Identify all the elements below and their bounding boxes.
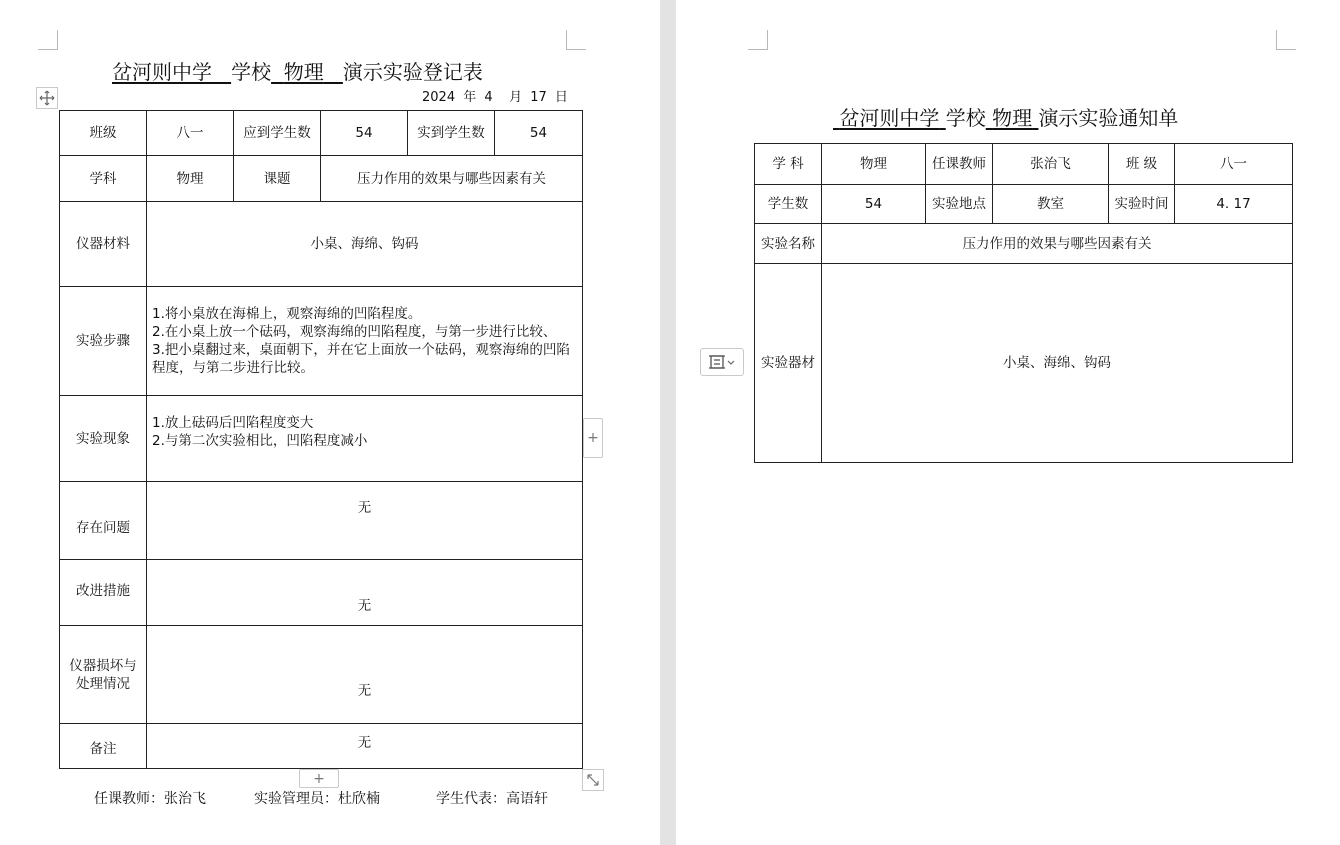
step-line-3: 3.把小桌翻过来，桌面朝下，并在它上面放一个砝码，观察海绵的凹陷程度，与第二步进行比较。 (152, 342, 570, 376)
step-line-2: 2.在小桌上放一个砝码，观察海绵的凹陷程度，与第一步进行比较、 (152, 324, 557, 340)
page-gutter (660, 0, 676, 845)
register-title-school-suffix: 学校 (231, 60, 272, 84)
chevron-down-icon (726, 357, 736, 367)
crop-mark-top-left (748, 30, 768, 50)
phenomena-line-1: 1.放上砝码后凹陷程度变大 (152, 415, 314, 431)
label-steps: 实验步骤 (60, 287, 147, 396)
value-expected-students[interactable]: 54 (321, 111, 408, 156)
label-damage-line1: 仪器损坏与 (69, 657, 137, 674)
label-subject: 学科 (60, 156, 147, 202)
notice-value-student-count[interactable]: 54 (822, 185, 926, 224)
notice-value-name[interactable]: 压力作用的效果与哪些因素有关 (822, 224, 1293, 264)
notice-value-subject[interactable]: 物理 (822, 144, 926, 185)
value-actual-students[interactable]: 54 (495, 111, 583, 156)
label-actual-students: 实到学生数 (408, 111, 495, 156)
step-line-1: 1.将小桌放在海棉上，观察海绵的凹陷程度。 (152, 306, 422, 322)
value-topic[interactable]: 压力作用的效果与哪些因素有关 (321, 156, 583, 202)
move-icon (39, 90, 55, 106)
table-move-handle[interactable] (36, 87, 58, 109)
value-subject[interactable]: 物理 (147, 156, 234, 202)
date-day: 17 (530, 90, 547, 105)
plus-icon: + (313, 770, 325, 787)
plus-icon: + (587, 430, 599, 446)
label-notes: 备注 (60, 724, 147, 769)
add-column-button[interactable] (583, 418, 603, 458)
label-topic: 课题 (234, 156, 321, 202)
notice-value-teacher[interactable]: 张治飞 (993, 144, 1109, 185)
label-class: 班级 (60, 111, 147, 156)
notice-value-location[interactable]: 教室 (993, 185, 1109, 224)
register-title-suffix: 演示实验登记表 (342, 60, 483, 84)
notice-label-subject: 学 科 (755, 144, 822, 185)
date-year-unit: 年 (463, 90, 477, 105)
label-improvements: 改进措施 (60, 560, 147, 626)
notice-value-class[interactable]: 八一 (1175, 144, 1293, 185)
add-row-button[interactable] (299, 769, 339, 788)
crop-mark-top-left (38, 30, 58, 50)
crop-mark-top-right (1276, 30, 1296, 50)
notice-title (833, 102, 1178, 131)
value-materials[interactable]: 小桌、海绵、钩码 (147, 202, 583, 287)
notice-title-school-suffix: 学校 (945, 106, 986, 130)
value-steps[interactable] (147, 287, 583, 396)
table-layout-button[interactable] (700, 348, 744, 376)
label-expected-students: 应到学生数 (234, 111, 321, 156)
value-class[interactable]: 八一 (147, 111, 234, 156)
table-resize-handle[interactable] (582, 769, 604, 791)
footer-teacher: 任课教师：张治飞 (94, 791, 206, 807)
notice-value-time[interactable]: 4. 17 (1175, 185, 1293, 224)
register-title (112, 56, 483, 85)
label-problems: 存在问题 (60, 482, 147, 560)
notice-value-equipment[interactable]: 小桌、海绵、钩码 (822, 264, 1293, 463)
value-problems[interactable]: 无 (147, 482, 583, 560)
value-notes[interactable]: 无 (147, 724, 583, 769)
crop-mark-top-right (566, 30, 586, 50)
value-improvements[interactable]: 无 (147, 560, 583, 626)
notice-title-suffix: 演示实验通知单 (1038, 106, 1179, 130)
label-materials: 仪器材料 (60, 202, 147, 287)
value-phenomena[interactable] (147, 396, 583, 482)
register-title-school: 岔河则中学 (112, 60, 212, 84)
register-table (59, 110, 583, 769)
table-layout-icon (708, 353, 726, 371)
notice-title-subject: 物理 (992, 106, 1033, 130)
notice-table (754, 143, 1293, 463)
label-damage (60, 626, 147, 724)
resize-icon (586, 773, 600, 787)
value-damage[interactable]: 无 (147, 626, 583, 724)
notice-label-teacher: 任课教师 (926, 144, 993, 185)
notice-title-school: 岔河则中学 (839, 106, 940, 130)
date-month-unit: 月 (509, 90, 523, 105)
date-day-unit: 日 (554, 90, 568, 105)
notice-label-time: 实验时间 (1109, 185, 1175, 224)
register-title-subject: 物理 (283, 60, 324, 84)
notice-label-equipment: 实验器材 (755, 264, 822, 463)
date-year: 2024 (422, 90, 456, 105)
footer-student-rep: 学生代表：高语轩 (436, 791, 548, 807)
notice-label-student-count: 学生数 (755, 185, 822, 224)
footer-manager: 实验管理员：杜欣楠 (254, 791, 380, 807)
label-damage-line2: 处理情况 (76, 675, 130, 692)
date-month: 4 (484, 90, 493, 105)
document-page-left (0, 0, 660, 845)
register-date (422, 86, 572, 105)
notice-label-name: 实验名称 (755, 224, 822, 264)
notice-label-location: 实验地点 (926, 185, 993, 224)
label-phenomena: 实验现象 (60, 396, 147, 482)
notice-label-class: 班 级 (1109, 144, 1175, 185)
phenomena-line-2: 2.与第二次实验相比，凹陷程度减小 (152, 433, 368, 449)
